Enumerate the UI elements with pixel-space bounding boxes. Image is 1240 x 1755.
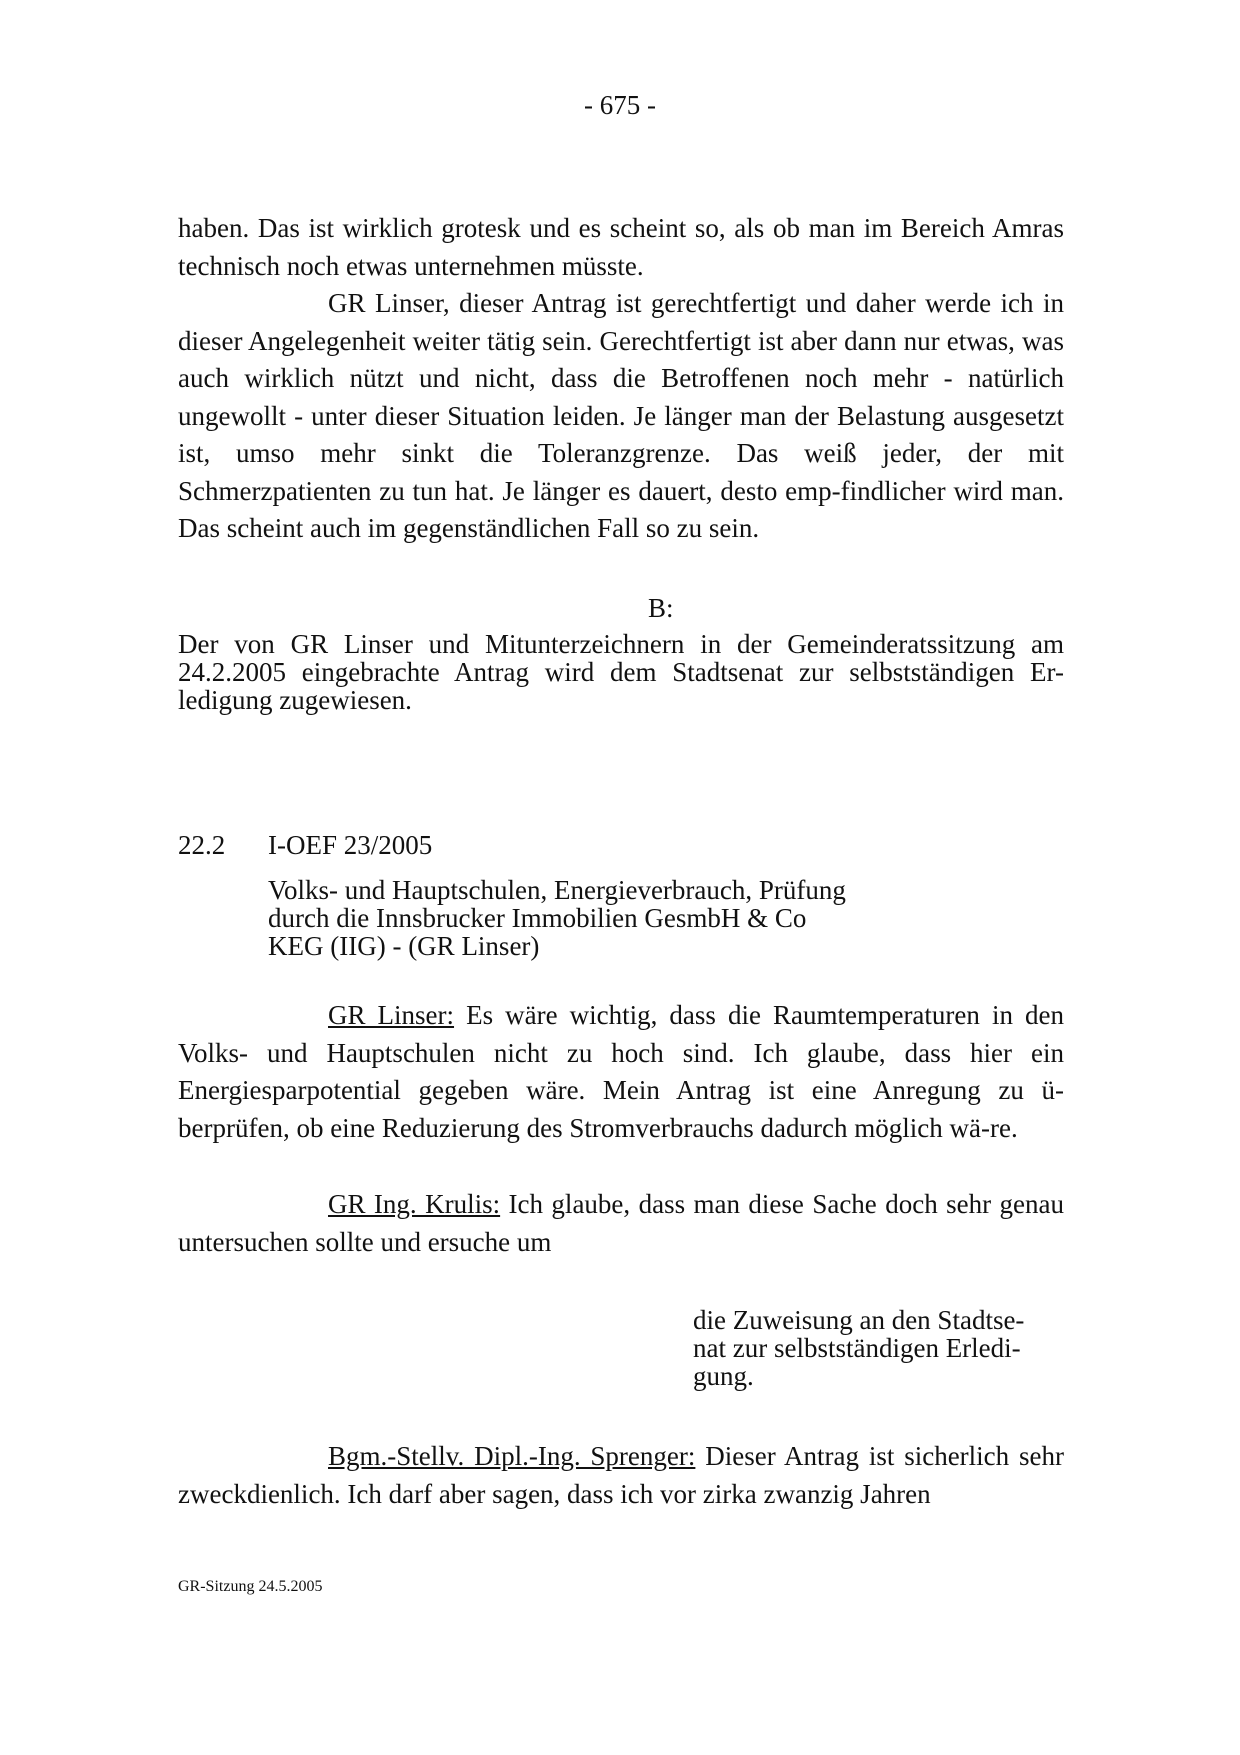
statement-linser-text: [178, 997, 1064, 1147]
motion-line-3: gung.: [693, 1361, 754, 1391]
item-number: 22.2: [178, 830, 226, 860]
paragraph-2-text: GR Linser, dieser Antrag ist gerechtfertigt und daher werde ich in dieser Angelegenheit weiter tätig sein. Gerechtfertigt ist aber dann nur etwas, was auch wirklich nützt und nicht, dass die Betroffenen noch mehr - natürlich ungewollt - unter dieser Situation leiden. Je länger man der Belastung ausgesetzt ist, umso mehr sinkt die Toleranzgrenze. Das weiß jeder, der mit Schmerzpatienten zu tun hat. Je länger es dauert, desto emp-findlicher wird man. Das scheint auch im gegenständlichen Fall so zu sein.: [178, 288, 1064, 543]
footer: GR-Sitzung 24.5.2005: [178, 1578, 323, 1595]
item-title: [268, 876, 968, 960]
statement-sprenger-text: [178, 1438, 1064, 1513]
item-title-line-1: Volks- und Hauptschulen, Energieverbrauch, Prüfung: [268, 875, 846, 905]
item-title-line-2: durch die Innsbrucker Immobilien GesmbH & Co: [268, 903, 807, 933]
statement-sprenger-body: Dieser Antrag ist sicherlich sehr zweckdienlich. Ich darf aber sagen, dass ich vor zirka zwanzig Jahren: [178, 1441, 1064, 1509]
item-code: I-OEF 23/2005: [268, 830, 433, 860]
motion-line-1: die Zuweisung an den Stadtse-: [693, 1305, 1025, 1335]
motion-block: [693, 1306, 1073, 1390]
section-b-resolution: [178, 630, 1064, 714]
speaker-linser: GR Linser:: [328, 1000, 455, 1030]
statement-krulis-text: [178, 1186, 1064, 1261]
speaker-krulis: GR Ing. Krulis:: [328, 1189, 501, 1219]
paragraph-1-text: haben. Das ist wirklich grotesk und es scheint so, als ob man im Bereich Amras technisch noch etwas unternehmen müsste.: [178, 213, 1064, 281]
statement-krulis: [178, 1186, 1064, 1261]
statement-linser-body: Es wäre wichtig, dass die Raumtemperaturen in den Volks- und Hauptschulen nicht zu hoch sind. Ich glaube, dass hier ein Energiesparpotential gegeben wäre. Mein Antrag ist eine Anregung zu ü-berprüfen, ob eine Reduzierung des Stromverbrauchs dadurch möglich wä-re.: [178, 1000, 1064, 1143]
section-b-heading: B:: [648, 593, 674, 623]
paragraph-1: [178, 210, 1064, 285]
speaker-sprenger: Bgm.-Stellv. Dipl.-Ing. Sprenger:: [328, 1441, 696, 1471]
statement-krulis-body: Ich glaube, dass man diese Sache doch sehr genau untersuchen sollte und ersuche um: [178, 1189, 1065, 1257]
paragraph-2: [178, 285, 1064, 548]
statement-sprenger: [178, 1438, 1064, 1513]
item-title-line-3: KEG (IIG) - (GR Linser): [268, 931, 540, 961]
motion-line-2: nat zur selbstständigen Erledi-: [693, 1333, 1021, 1363]
page-number: - 675 -: [584, 90, 656, 120]
section-b-text: Der von GR Linser und Mitunterzeichnern in der Gemeinderatssitzung am 24.2.2005 eingebrachte Antrag wird dem Stadtsenat zur selbstständigen Er-ledigung zugewiesen.: [178, 629, 1064, 715]
statement-linser: [178, 997, 1064, 1147]
